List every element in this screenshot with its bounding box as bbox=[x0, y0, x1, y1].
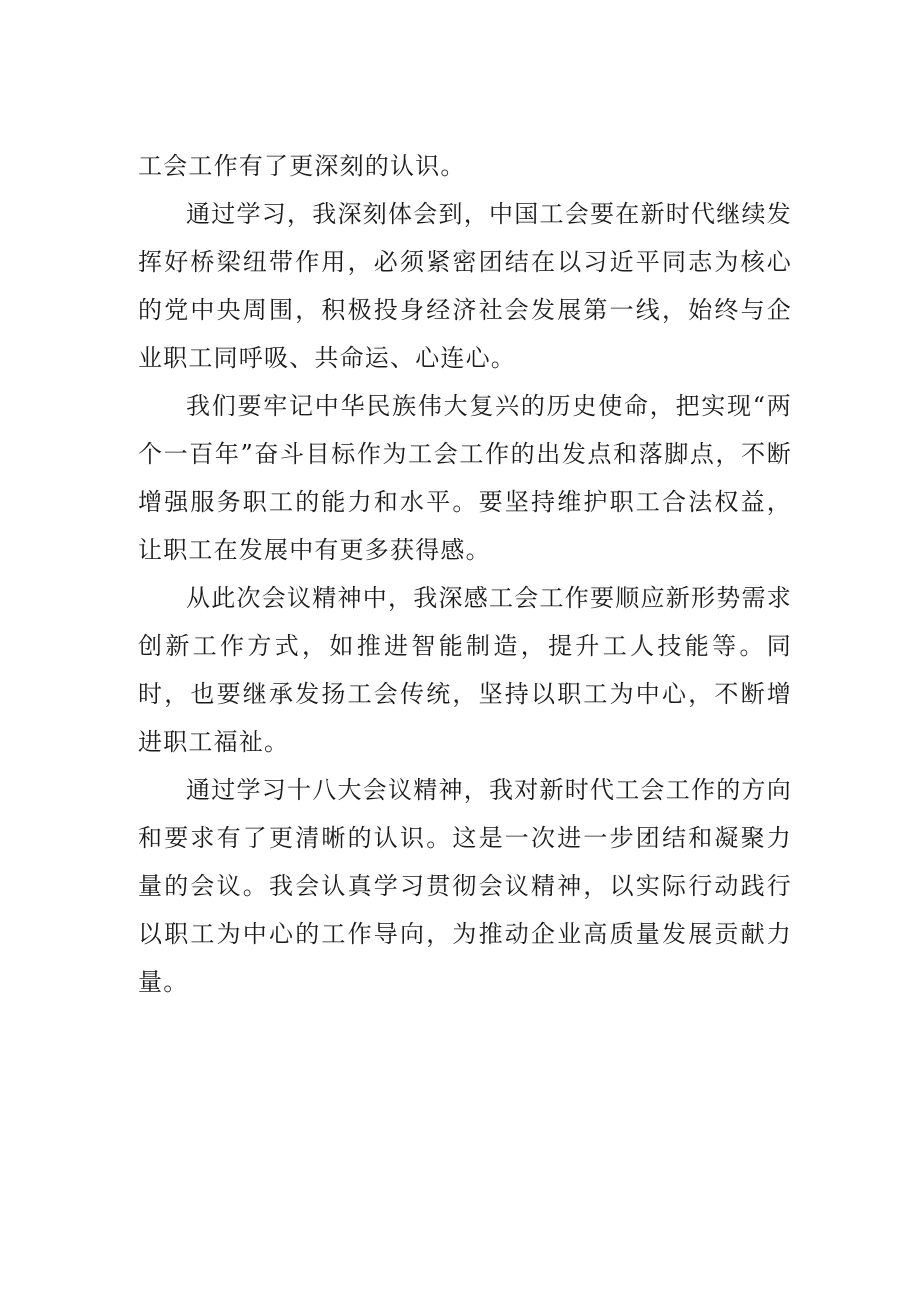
paragraph-continued: 工会工作有了更深刻的认识。 bbox=[138, 152, 466, 180]
paragraph-innovation: 从此次会议精神中，我深感工会工作要顺应新形势需求创新工作方式，如推进智能制造，提升工人技能等。同时，也要继承发扬工会传统，坚持以职工为中心，不断增进职工福祉。 bbox=[138, 584, 792, 756]
document-body bbox=[138, 142, 792, 1006]
paragraph-bridge-role: 通过学习，我深刻体会到，中国工会要在新时代继续发挥好桥梁纽带作用，必须紧密团结在以习近平同志为核心的党中央周围，积极投身经济社会发展第一线，始终与企业职工同呼吸、共命运、心连心。 bbox=[138, 200, 792, 372]
paragraph-historic-mission: 我们要牢记中华民族伟大复兴的历史使命，把实现“两个一百年”奋斗目标作为工会工作的出发点和落脚点，不断增强服务职工的能力和水平。要坚持维护职工合法权益，让职工在发展中有更多获得感。 bbox=[138, 392, 792, 564]
paragraph-conclusion: 通过学习十八大会议精神，我对新时代工会工作的方向和要求有了更清晰的认识。这是一次进一步团结和凝聚力量的会议。我会认真学习贯彻会议精神，以实际行动践行以职工为中心的工作导向，为推动企业高质量发展贡献力量。 bbox=[138, 776, 792, 996]
